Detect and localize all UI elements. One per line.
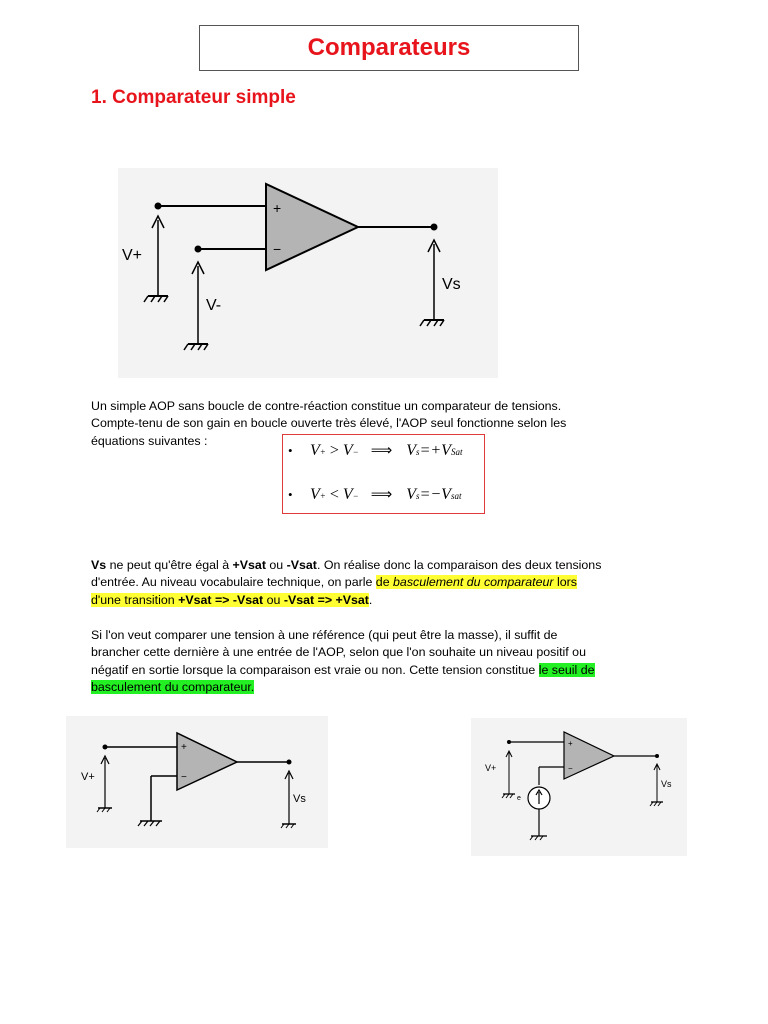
plus-sign: + xyxy=(273,200,282,216)
text-line: équations suivantes : xyxy=(91,433,208,448)
bold-term: +Vsat xyxy=(232,558,266,572)
label-e: e xyxy=(517,795,521,802)
equations-box xyxy=(282,434,485,514)
eq-term: =+V xyxy=(419,442,451,459)
eq-sub: sat xyxy=(450,491,462,501)
text: ou xyxy=(263,592,284,607)
label-vs: Vs xyxy=(293,793,306,805)
highlight-green: le seuil de xyxy=(538,662,595,677)
eq-term: V xyxy=(342,486,353,503)
equation-1 xyxy=(283,441,484,460)
page-title: Comparateurs xyxy=(307,34,471,61)
text: d'une transition xyxy=(91,592,179,607)
minus-sign: − xyxy=(181,772,187,783)
label-vminus: V- xyxy=(206,297,222,314)
label-vplus: V+ xyxy=(122,247,143,264)
plus-sign: + xyxy=(568,739,573,748)
eq-term: V xyxy=(406,442,417,459)
text: de xyxy=(375,575,394,590)
label-vplus: V+ xyxy=(81,771,95,783)
bold-term: -Vsat => +Vsat xyxy=(283,592,369,607)
highlight-green: basculement du comparateur. xyxy=(91,680,255,695)
text: ne peut qu'être égal à xyxy=(106,558,233,572)
minus-sign: − xyxy=(568,764,573,773)
eq-sub: s xyxy=(416,491,420,501)
bold-term: Vs xyxy=(91,558,107,572)
equation-2 xyxy=(283,485,484,504)
bold-term: +Vsat => -Vsat xyxy=(178,592,264,607)
implies-arrow: ⟹ xyxy=(370,487,393,503)
label-vplus: V+ xyxy=(485,763,497,773)
eq-term: V xyxy=(310,486,320,503)
bold-term: -Vsat xyxy=(286,558,317,572)
eq-sub: − xyxy=(352,447,359,457)
highlight-yellow xyxy=(376,575,577,589)
text-line: Compte-tenu de son gain en boucle ouverte très élevé, l'AOP seul fonctionne selon les xyxy=(91,416,567,431)
eq-operator: < xyxy=(329,486,339,503)
paragraph-vs xyxy=(91,557,601,609)
eq-sub: − xyxy=(352,491,359,501)
italic-term: basculement du comparateur xyxy=(393,575,554,590)
eq-term: =−V xyxy=(419,486,451,503)
label-vs: Vs xyxy=(661,779,672,789)
plus-sign: + xyxy=(181,742,187,753)
text: . On réalise donc la comparaison des deux tensions xyxy=(316,558,602,572)
paragraph-reference xyxy=(91,627,595,697)
eq-term: V xyxy=(342,442,353,459)
text: ou xyxy=(265,558,287,572)
bullet: • xyxy=(288,443,293,458)
label-vs: Vs xyxy=(442,276,461,293)
bullet: • xyxy=(288,487,293,502)
eq-sub: + xyxy=(319,491,326,501)
figure-comparator-ground xyxy=(66,716,328,848)
text-line: Un simple AOP sans boucle de contre-réaction constitue un comparateur de tensions. xyxy=(91,399,562,413)
text-line: brancher cette dernière à une entrée de l'AOP, selon que l'on souhaite un niveau positif ou xyxy=(91,645,586,660)
eq-sub: Sat xyxy=(450,447,463,457)
figure-comparator-reference xyxy=(471,718,687,856)
eq-operator: > xyxy=(329,442,339,459)
eq-sub: + xyxy=(319,447,326,457)
highlight-yellow xyxy=(91,593,369,607)
eq-sub: s xyxy=(416,447,420,457)
eq-term: V xyxy=(406,486,417,503)
text: d'entrée. Au niveau vocabulaire technique, on parle xyxy=(91,575,376,590)
text: . xyxy=(368,592,373,607)
section-title: 1. Comparateur simple xyxy=(91,87,296,108)
text: lors xyxy=(553,575,577,590)
implies-arrow: ⟹ xyxy=(370,443,393,459)
eq-term: V xyxy=(310,442,320,459)
title-box xyxy=(199,25,579,71)
text-line: négatif en sortie lorsque la comparaison est vraie ou non. Cette tension constitue xyxy=(91,662,539,677)
text-line: Si l'on veut comparer une tension à une référence (qui peut être la masse), il suffit de xyxy=(91,628,558,642)
minus-sign: − xyxy=(273,241,282,257)
figure-comparator-simple xyxy=(118,168,498,378)
